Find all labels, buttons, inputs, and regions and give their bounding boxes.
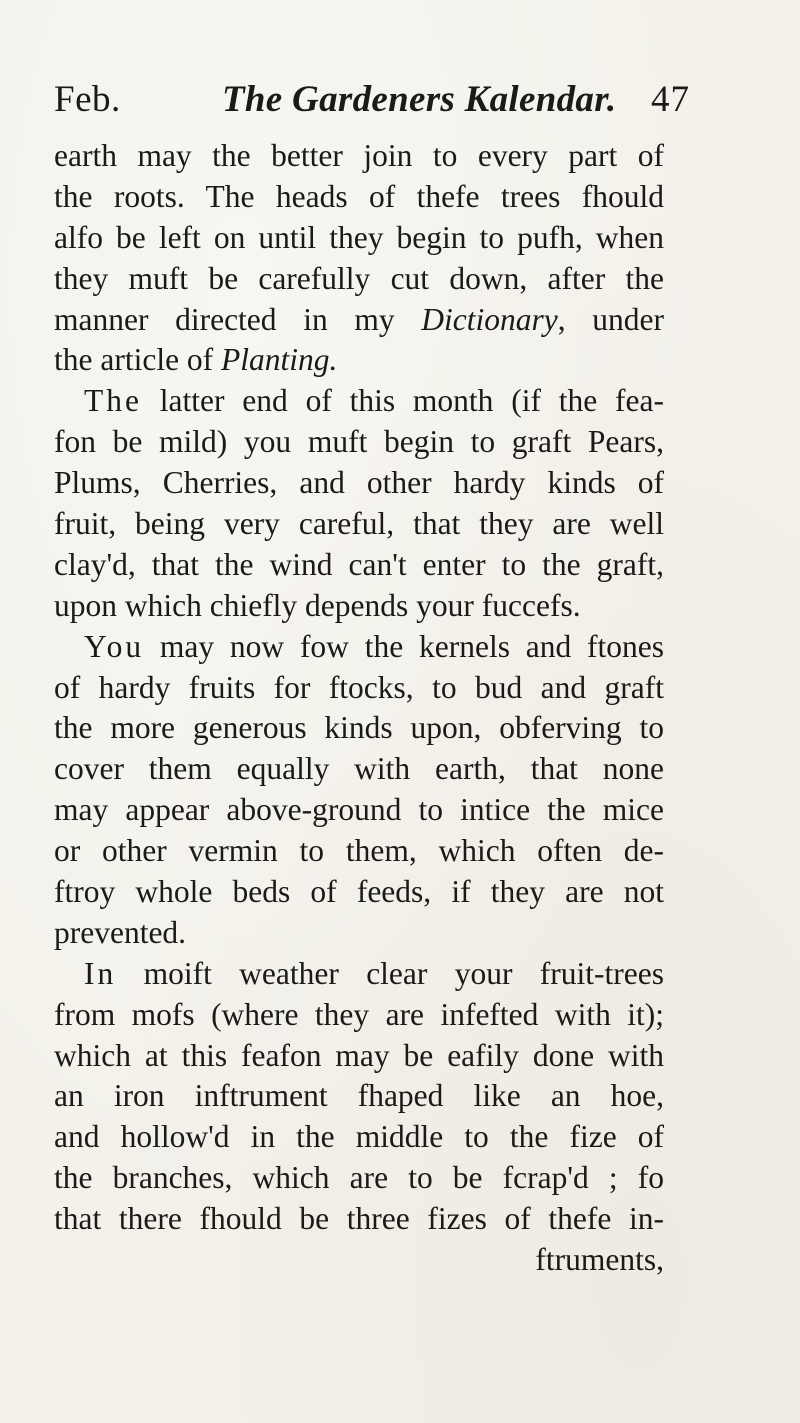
line-text: an iron inftrument fhaped like an hoe,	[54, 1078, 664, 1114]
text-line	[54, 749, 664, 790]
text-line	[54, 463, 664, 504]
line-text: that there fhould be three fizes of thefe in-	[54, 1201, 664, 1237]
text-line	[54, 259, 664, 300]
line-text: may appear above-ground to intice the mice	[54, 792, 664, 828]
line-text: ftroy whole beds of feeds, if they are not	[54, 874, 664, 910]
line-text: alfo be left on until they begin to pufh, when	[54, 219, 664, 255]
text-line	[54, 545, 664, 586]
line-text: the article of	[54, 342, 222, 378]
text-line	[54, 831, 664, 872]
header-month: Feb.	[54, 79, 121, 120]
text-line	[54, 627, 664, 668]
line-text: earth may the better join to every part of	[54, 138, 664, 173]
text-line	[54, 1199, 664, 1240]
line-text: , under	[557, 301, 664, 337]
italic-term: Planting.	[221, 342, 338, 378]
text-line	[54, 872, 664, 913]
body-text	[54, 136, 664, 1281]
line-text: the roots. The heads of thefe trees fhould	[54, 178, 664, 214]
line-text: of hardy fruits for ftocks, to bud and graft	[54, 669, 664, 705]
line-text: and hollow'd in the middle to the fize of	[54, 1119, 664, 1155]
page-number: 47	[651, 79, 690, 120]
line-text: manner directed in my	[54, 301, 422, 337]
line-text: Plums, Cherries, and other hardy kinds of	[54, 465, 664, 501]
text-line	[54, 1158, 664, 1199]
text-line	[54, 668, 664, 709]
text-line	[54, 790, 664, 831]
text-line	[54, 954, 664, 995]
text-line	[54, 136, 664, 177]
line-text: cover them equally with earth, that none	[54, 751, 664, 787]
line-text: from mofs (where they are infefted with it);	[54, 996, 664, 1032]
paragraph-lead-word: You	[84, 628, 145, 664]
running-header	[54, 72, 690, 128]
text-line	[54, 1076, 664, 1117]
line-text: upon which chiefly depends your fuccefs.	[54, 587, 581, 623]
line-text: or other vermin to them, which often de-	[54, 833, 664, 869]
line-text: moift weather clear your fruit-trees	[116, 955, 664, 991]
text-line	[54, 177, 664, 218]
text-line	[54, 218, 664, 259]
text-line	[54, 586, 664, 627]
line-text: prevented.	[54, 914, 187, 950]
text-line	[54, 1240, 664, 1281]
text-line	[54, 340, 664, 381]
text-line	[54, 708, 664, 749]
line-text: which at this feafon may be eafily done with	[54, 1037, 664, 1073]
text-line	[54, 300, 664, 341]
line-text: they muft be carefully cut down, after the	[54, 260, 664, 296]
line-text: clay'd, that the wind can't enter to the graft,	[54, 546, 664, 582]
text-line	[54, 1117, 664, 1158]
text-line	[54, 913, 664, 954]
line-text: may now fow the kernels and ftones	[144, 628, 664, 664]
paragraph-lead-word: The	[84, 383, 142, 419]
paragraph-lead-word: In	[84, 955, 117, 991]
header-title: The Gardeners Kalendar.	[222, 79, 617, 120]
line-text: fruit, being very careful, that they are well	[54, 506, 664, 542]
text-line	[54, 995, 664, 1036]
text-line	[54, 422, 664, 463]
line-text: latter end of this month (if the fea-	[141, 383, 664, 419]
italic-term: Dictionary	[421, 301, 558, 337]
text-line	[54, 504, 664, 545]
line-text: the branches, which are to be fcrap'd ; fo	[54, 1160, 664, 1196]
line-text: the more generous kinds upon, obferving to	[54, 710, 664, 746]
line-text: ftruments,	[535, 1242, 664, 1278]
text-line	[54, 1036, 664, 1077]
line-text: fon be mild) you muft begin to graft Pears,	[54, 424, 664, 460]
text-line	[54, 381, 664, 422]
